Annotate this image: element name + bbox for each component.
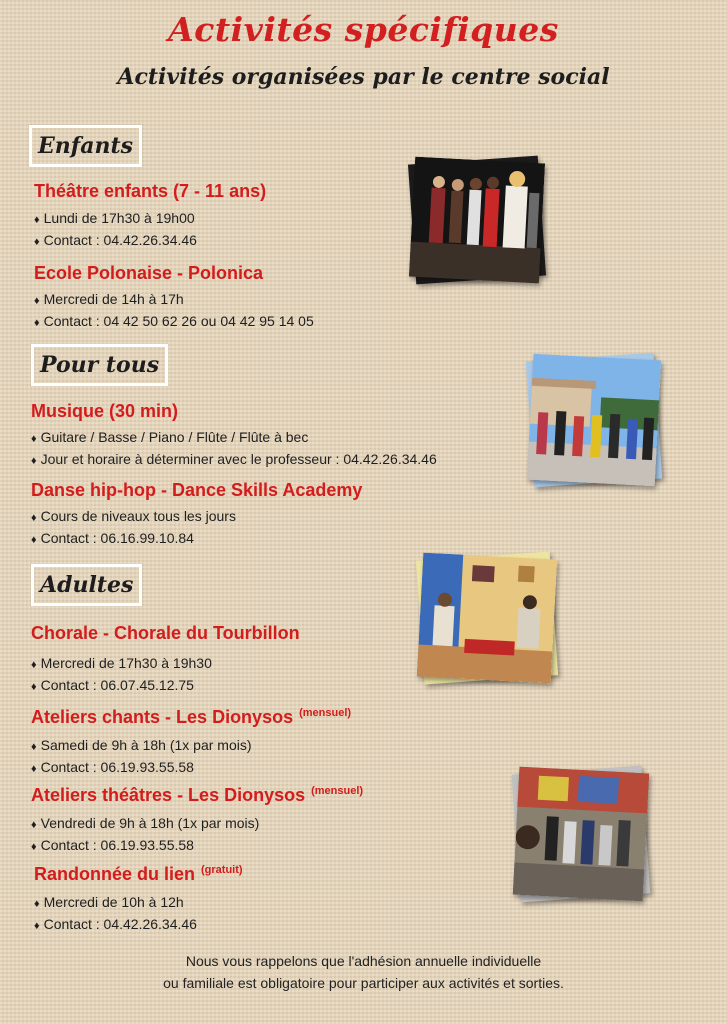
activity-line: ♦ Cours de niveaux tous les jours (31, 508, 236, 524)
chorale-photo-image (417, 553, 557, 684)
diamond-bullet-icon: ♦ (31, 512, 37, 524)
section-label-adultes: Adultes (31, 564, 142, 606)
activity-title: Ateliers théâtres - Les Dionysos $^{(mensuel)}$ (31, 785, 364, 805)
activity-line: ♦ Mercredi de 10h à 12h (34, 894, 184, 910)
photo-randonnee (516, 770, 646, 898)
activity-line: ♦ Lundi de 17h30 à 19h00 (34, 210, 195, 226)
activity-title: Chorale - Chorale du Tourbillon (31, 623, 300, 643)
diamond-bullet-icon: ♦ (34, 295, 40, 307)
page-title: Activités spécifiques (168, 10, 559, 49)
activity-line: ♦ Contact : 06.19.93.55.58 (31, 837, 194, 853)
activity-title: Musique (30 min) (31, 401, 179, 421)
diamond-bullet-icon: ♦ (31, 741, 37, 753)
randonnee-photo-image (513, 767, 650, 902)
activity-line: ♦ Mercredi de 17h30 à 19h30 (31, 655, 212, 671)
theatre-photo-image (409, 157, 545, 284)
activity-title: Théâtre enfants (7 - 11 ans) (34, 181, 267, 201)
activity-title: Ateliers chants - Les Dionysos $^{(mensuel)}$ (31, 707, 352, 727)
diamond-bullet-icon: ♦ (34, 214, 40, 226)
photo-theatre (412, 160, 542, 280)
photo-hip-hop (530, 357, 658, 483)
diamond-bullet-icon: ♦ (31, 763, 37, 775)
diamond-bullet-icon: ♦ (31, 455, 37, 467)
diamond-bullet-icon: ♦ (34, 898, 40, 910)
activity-title: Ecole Polonaise - Polonica (34, 263, 264, 283)
page-subtitle: Activités organisées par le centre social (117, 64, 610, 90)
diamond-bullet-icon: ♦ (31, 681, 37, 693)
activity-line: ♦ Contact : 04.42.26.34.46 (34, 916, 197, 932)
activity-line: ♦ Contact : 06.16.99.10.84 (31, 530, 194, 546)
activity-line: ♦ Contact : 04.42.26.34.46 (34, 232, 197, 248)
activity-line: ♦ Mercredi de 14h à 17h (34, 291, 184, 307)
activity-line: ♦ Guitare / Basse / Piano / Flûte / Flûte à bec (31, 429, 309, 445)
activity-title: Randonnée du lien $^{(gratuit)}$ (34, 864, 243, 884)
diamond-bullet-icon: ♦ (31, 534, 37, 546)
activity-title: Danse hip-hop - Dance Skills Academy (31, 480, 363, 500)
diamond-bullet-icon: ♦ (31, 433, 37, 445)
footer-note (0, 950, 727, 994)
section-label-enfants: Enfants (29, 125, 142, 167)
activity-line: ♦ Jour et horaire à déterminer avec le professeur : 04.42.26.34.46 (31, 451, 437, 467)
photo-chorale (420, 556, 554, 680)
activity-line: ♦ Samedi de 9h à 18h (1x par mois) (31, 737, 252, 753)
activity-line: ♦ Contact : 06.07.45.12.75 (31, 677, 194, 693)
diamond-bullet-icon: ♦ (34, 920, 40, 932)
diamond-bullet-icon: ♦ (31, 841, 37, 853)
diamond-bullet-icon: ♦ (31, 659, 37, 671)
section-label-pour-tous: Pour tous (31, 344, 168, 386)
hiphop-photo-image (527, 354, 661, 487)
footer-line: Nous vous rappelons que l'adhésion annuelle individuelle (185, 953, 542, 969)
footer-line: ou familiale est obligatoire pour participer aux activités et sorties. (163, 975, 564, 991)
activity-line: ♦ Contact : 04 42 50 62 26 ou 04 42 95 14 05 (34, 313, 314, 329)
diamond-bullet-icon: ♦ (34, 236, 40, 248)
activity-line: ♦ Vendredi de 9h à 18h (1x par mois) (31, 815, 260, 831)
activity-line: ♦ Contact : 06.19.93.55.58 (31, 759, 194, 775)
diamond-bullet-icon: ♦ (31, 819, 37, 831)
diamond-bullet-icon: ♦ (34, 317, 40, 329)
